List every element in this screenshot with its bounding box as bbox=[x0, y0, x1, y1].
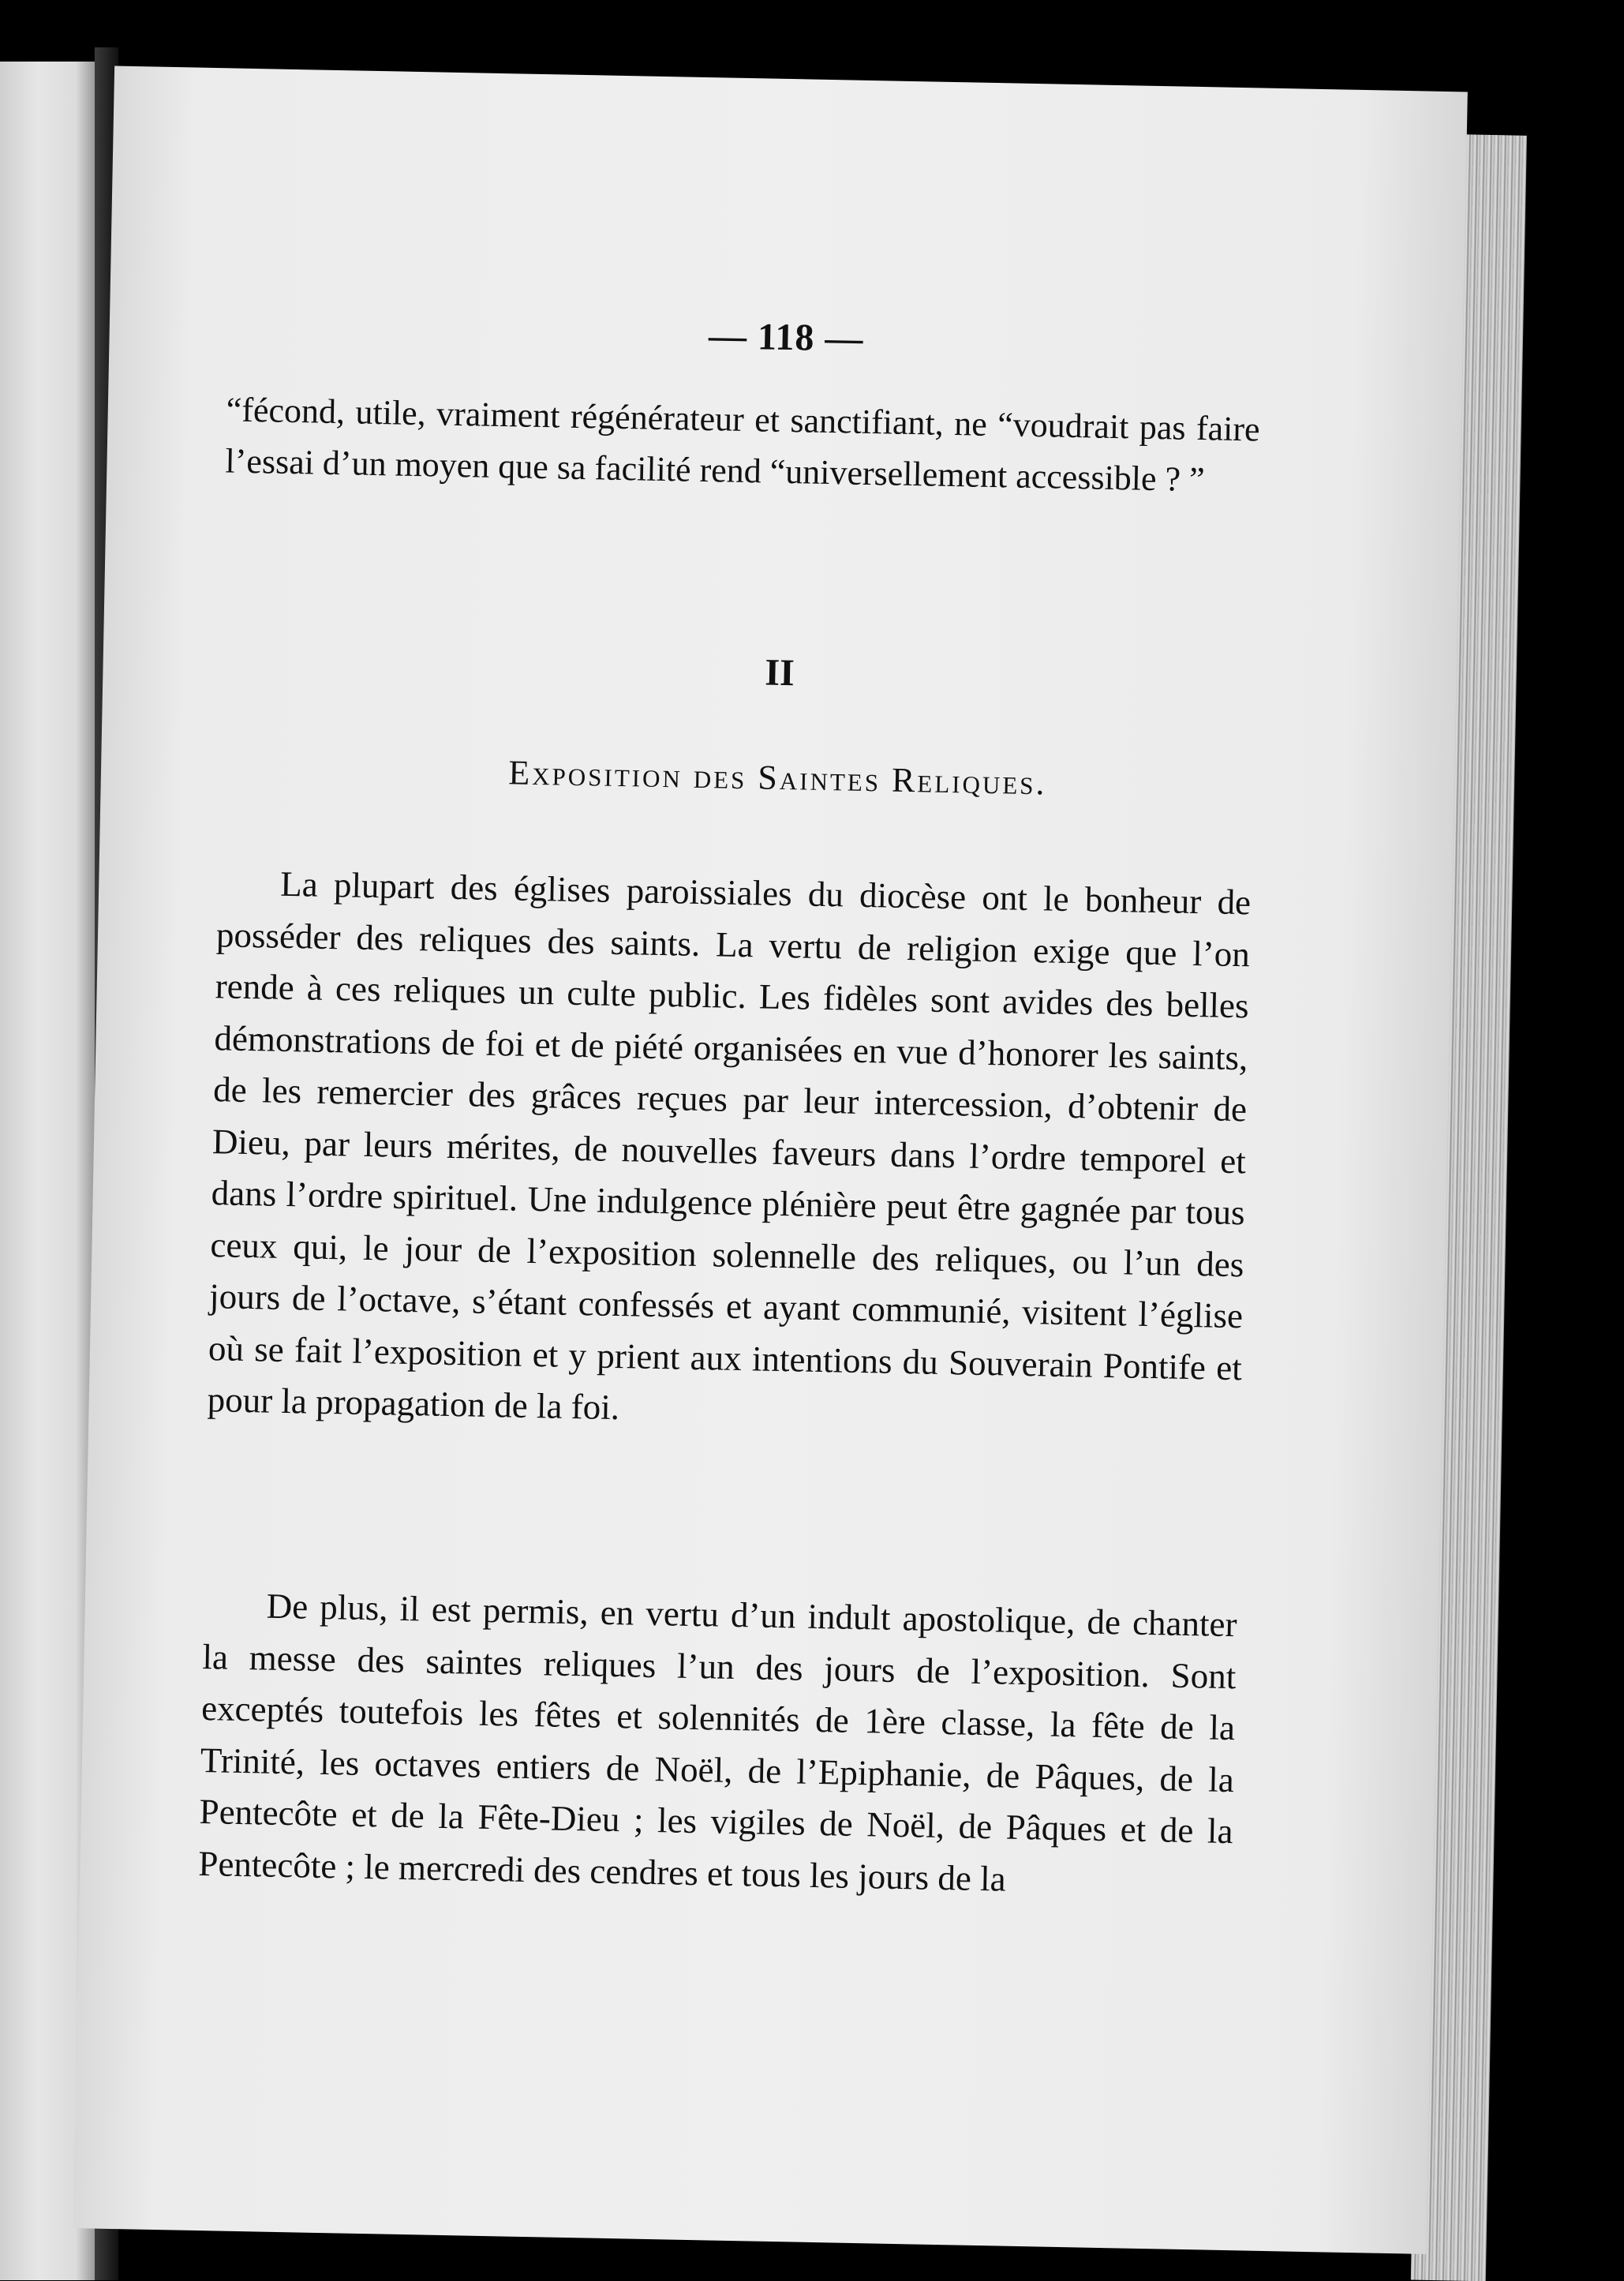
scanned-page bbox=[73, 66, 1468, 2254]
page-content bbox=[73, 66, 1468, 2254]
page-number: — 118 — bbox=[708, 315, 864, 360]
body-paragraph: De plus, il est permis, en vertu d’un indult apostolique, de chanter la messe des saintes reliques l’un des jours de l’exposition. Sont exceptés toutefois les fêtes et solennités de 1ère classe, la fête de la Trinité, les octaves entiers de Noël, de l’Epiphanie, de Pâques, de la Pentecôte et de la Fête-Dieu ; les vigiles de Noël, de Pâques et de la Pentecôte ; le mercredi des cendres et tous les jours de la bbox=[197, 1586, 1237, 1899]
body-paragraph: La plupart des églises paroissiales du diocèse ont le bonheur de posséder des reliques des saints. La vertu de religion exige que l’on rende à ces reliques un culte public. Les fidèles sont avides des belles démonstrations de foi et de piété organisées en vue d’honorer les saints, de les remercier des grâces reçues par leur intercession, d’obtenir de Dieu, par leurs mérites, de nouvelles faveurs dans l’ordre temporel et dans l’ordre spirituel. Une indulgence plénière peut être gagnée par tous ceux qui, le jour de l’exposition solennelle des reliques, ou l’un des jours de l’octave, s’étant confessés et ayant communié, visitent l’église où se fait l’exposition et y prient aux intentions du Souverain Pontife et pour la propagation de la foi. bbox=[207, 863, 1252, 1428]
section-title: Exposition des Saintes Reliques. bbox=[507, 753, 1048, 803]
quote-continuation: “fécond, utile, vraiment régénérateur et sanctifiant, ne “voudrait pas faire l’essai d’un moyen que sa facilité rend “universellement accessible ? ” bbox=[225, 390, 1261, 500]
section-numeral: II bbox=[764, 651, 795, 695]
